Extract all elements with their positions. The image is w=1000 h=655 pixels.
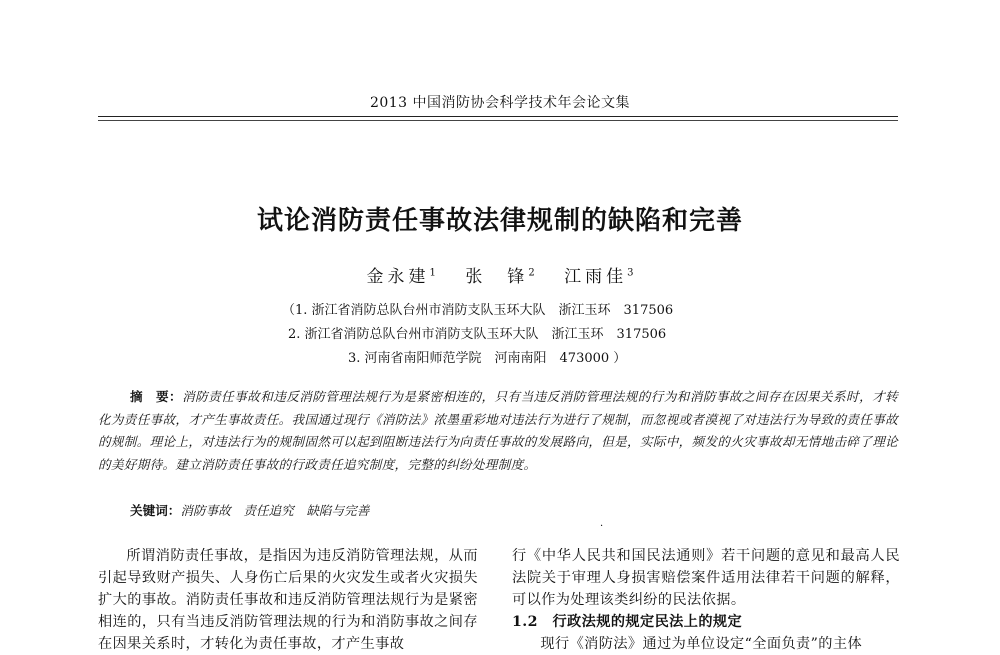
author-1: 金永建$^1$ bbox=[366, 267, 436, 287]
affiliation-3: 3. 河南省南阳师范学院 河南南阳 473000 ） bbox=[348, 351, 627, 366]
right-column-paragraph-2: 现行《消防法》通过为单位设定“全面负责”的主体 bbox=[540, 636, 863, 652]
left-column-paragraph: 所谓消防责任事故，是指因为违反消防管理法规，从而引起导致财产损失、人身伤亡后果的火灾发生或者火灾损失扩大的事故。消防责任事故和违反消防管理法规行为是紧密相连的，只有当违反消防管理法规的行为和消防事故之间存在因果关系时，才转化为责任事故，才产生事故 bbox=[98, 548, 478, 652]
author-2: 张 锋$^2$ bbox=[465, 267, 535, 287]
section-heading: 1.2 行政法规的规定民法上的规定 bbox=[512, 614, 743, 630]
right-column-paragraph: 行《中华人民共和国民法通则》若干问题的意见和最高人民法院关于审理人身损害赔偿案件适用法律若干问题的解释，可以作为处理该类纠纷的民法依据。 bbox=[512, 548, 900, 608]
affiliation-2: 2. 浙江省消防总队台州市消防支队玉环大队 浙江玉环 317506 bbox=[288, 327, 667, 342]
right-column bbox=[512, 545, 900, 655]
author-3: 江雨佳$^3$ bbox=[564, 267, 634, 287]
abstract-text: 消防责任事故和违反消防管理法规行为是紧密相连的，只有当违反消防管理法规的行为和消防事故之间存在因果关系时，才转化为责任事故，才产生事故责任。我国通过现行《消防法》浓墨重彩地对违法行为进行了规制，而忽视或者漠视了对违法行为导致的责任事故的规制。理论上，对违法行为的规制固然可以起到阻断违法行为向责任事故的发展路向，但是，实际中，频发的火灾事故却无情地击碎了理论的美好期待。建立消防责任事故的行政责任追究制度，完整的纠纷处理制度。 bbox=[98, 389, 898, 472]
affiliation-1: （1. 浙江省消防总队台州市消防支队玉环大队 浙江玉环 317506 bbox=[282, 303, 674, 318]
running-head: 2013 中国消防协会科学技术年会论文集 bbox=[369, 95, 631, 111]
paper-title: 试论消防责任事故法律规制的缺陷和完善 bbox=[256, 206, 743, 236]
keywords-text: 消防事故 责任追究 缺陷与完善 bbox=[180, 503, 370, 518]
left-column bbox=[98, 545, 478, 655]
abstract-label: 摘 要： bbox=[130, 389, 183, 404]
speck-mark: · bbox=[600, 521, 604, 532]
keywords-label: 关键词： bbox=[130, 503, 181, 518]
